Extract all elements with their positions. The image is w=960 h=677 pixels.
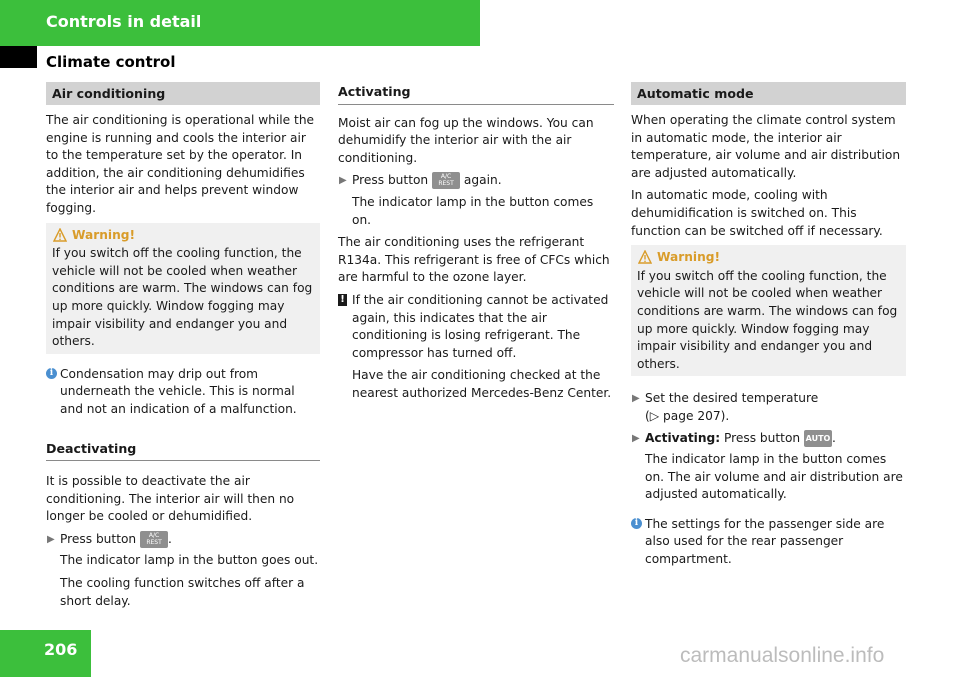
arrow-icon: ▶ [632, 432, 640, 444]
automatic-intro: When operating the climate control system in automatic mode, the interior air temperature, air volume and air distribution are adjusted automatically. [631, 113, 901, 180]
watermark: carmanualsonline.info [680, 644, 885, 667]
warning-triangle-icon [638, 250, 652, 264]
lamp-out-text: The indicator lamp in the button goes out. [60, 553, 319, 568]
auto-lamp-on-text: The indicator lamp in the button comes on. The air volume and air distribution are adjusted automatically. [645, 452, 903, 502]
arrow-icon: ▶ [632, 393, 640, 405]
column-1 [46, 82, 320, 615]
warning-text: If you switch off the cooling function, the vehicle will not be cooled when weather conditions are warm. The windows can fog up more quickly. Window fogging may impair visibility and endanger you and others. [52, 246, 313, 349]
intro-text: The air conditioning is operational while the engine is running and cools the interior air to the temperature set by the operator. In addition, the air conditioning dehumidifies the interior air and helps prevent window fogging. [46, 113, 315, 215]
warning-triangle-icon [53, 228, 67, 242]
column-3 [631, 82, 906, 574]
step-press-button-again: ▶ Press button A/C REST again. [338, 172, 614, 190]
step-set-temperature: ▶ Set the desired temperature (▷ page 207). [632, 391, 819, 423]
page-reference: (▷ page 207). [645, 408, 730, 423]
arrow-icon: ▶ [339, 175, 347, 187]
page-number: 206 [44, 640, 78, 659]
activating-intro: Moist air can fog up the windows. You can dehumidify the interior air with the air conditioning. [338, 115, 594, 165]
heading-automatic-mode: Automatic mode [631, 82, 906, 105]
info-note: i The settings for the passenger side are also used for the rear passenger compartment. [631, 516, 906, 569]
heading-activating: Activating [338, 82, 614, 105]
warning-box [46, 223, 320, 354]
column-2 [338, 82, 614, 408]
ac-button-icon: A/C REST [140, 531, 168, 548]
lamp-on-text: The indicator lamp in the button comes on. [352, 194, 594, 227]
caution-text-2: Have the air conditioning checked at the nearest authorized Mercedes-Benz Center. [352, 368, 612, 400]
warning-title: Warning! [52, 227, 314, 245]
info-icon: i [46, 368, 57, 379]
heading-air-conditioning: Air conditioning [46, 82, 320, 105]
ac-button-icon: A/C REST [432, 172, 460, 189]
refrigerant-text: The air conditioning uses the refrigerant R134a. This refrigerant is free of CFCs which are harmful to the ozone layer. [338, 235, 610, 285]
info-note: i Condensation may drip out from underneath the vehicle. This is normal and not an indication of a malfunction. [46, 366, 320, 419]
auto-button-icon: AUTO [804, 430, 832, 447]
header-marker [0, 46, 37, 68]
caution-note: ! If the air conditioning cannot be activated again, this indicates that the air conditioning is losing refrigerant. The compressor has turned off. [338, 292, 614, 362]
automatic-cooling: In automatic mode, cooling with dehumidification is switched on. This function can be switched off if necessary. [631, 188, 883, 238]
arrow-icon: ▶ [47, 533, 55, 545]
warning-text: If you switch off the cooling function, the vehicle will not be cooled when weather conditions are warm. The windows can fog up more quickly. Window fogging may impair visibility and endanger you and others. [637, 268, 898, 371]
step-press-button: ▶ Press button A/C REST . [46, 531, 320, 549]
section-title: Climate control [46, 53, 176, 71]
warning-box [631, 245, 906, 376]
exclamation-icon: ! [338, 294, 347, 306]
cooling-off-text: The cooling function switches off after a short delay. [60, 576, 305, 608]
info-icon: i [631, 518, 642, 529]
warning-title: Warning! [637, 249, 900, 267]
heading-deactivating: Deactivating [46, 440, 320, 462]
chapter-title: Controls in detail [46, 12, 202, 31]
deactivating-text: It is possible to deactivate the air conditioning. The interior air will then no longer be cooled or dehumidified. [46, 474, 295, 524]
step-activating: ▶ Activating: Press button AUTO . [631, 430, 906, 448]
